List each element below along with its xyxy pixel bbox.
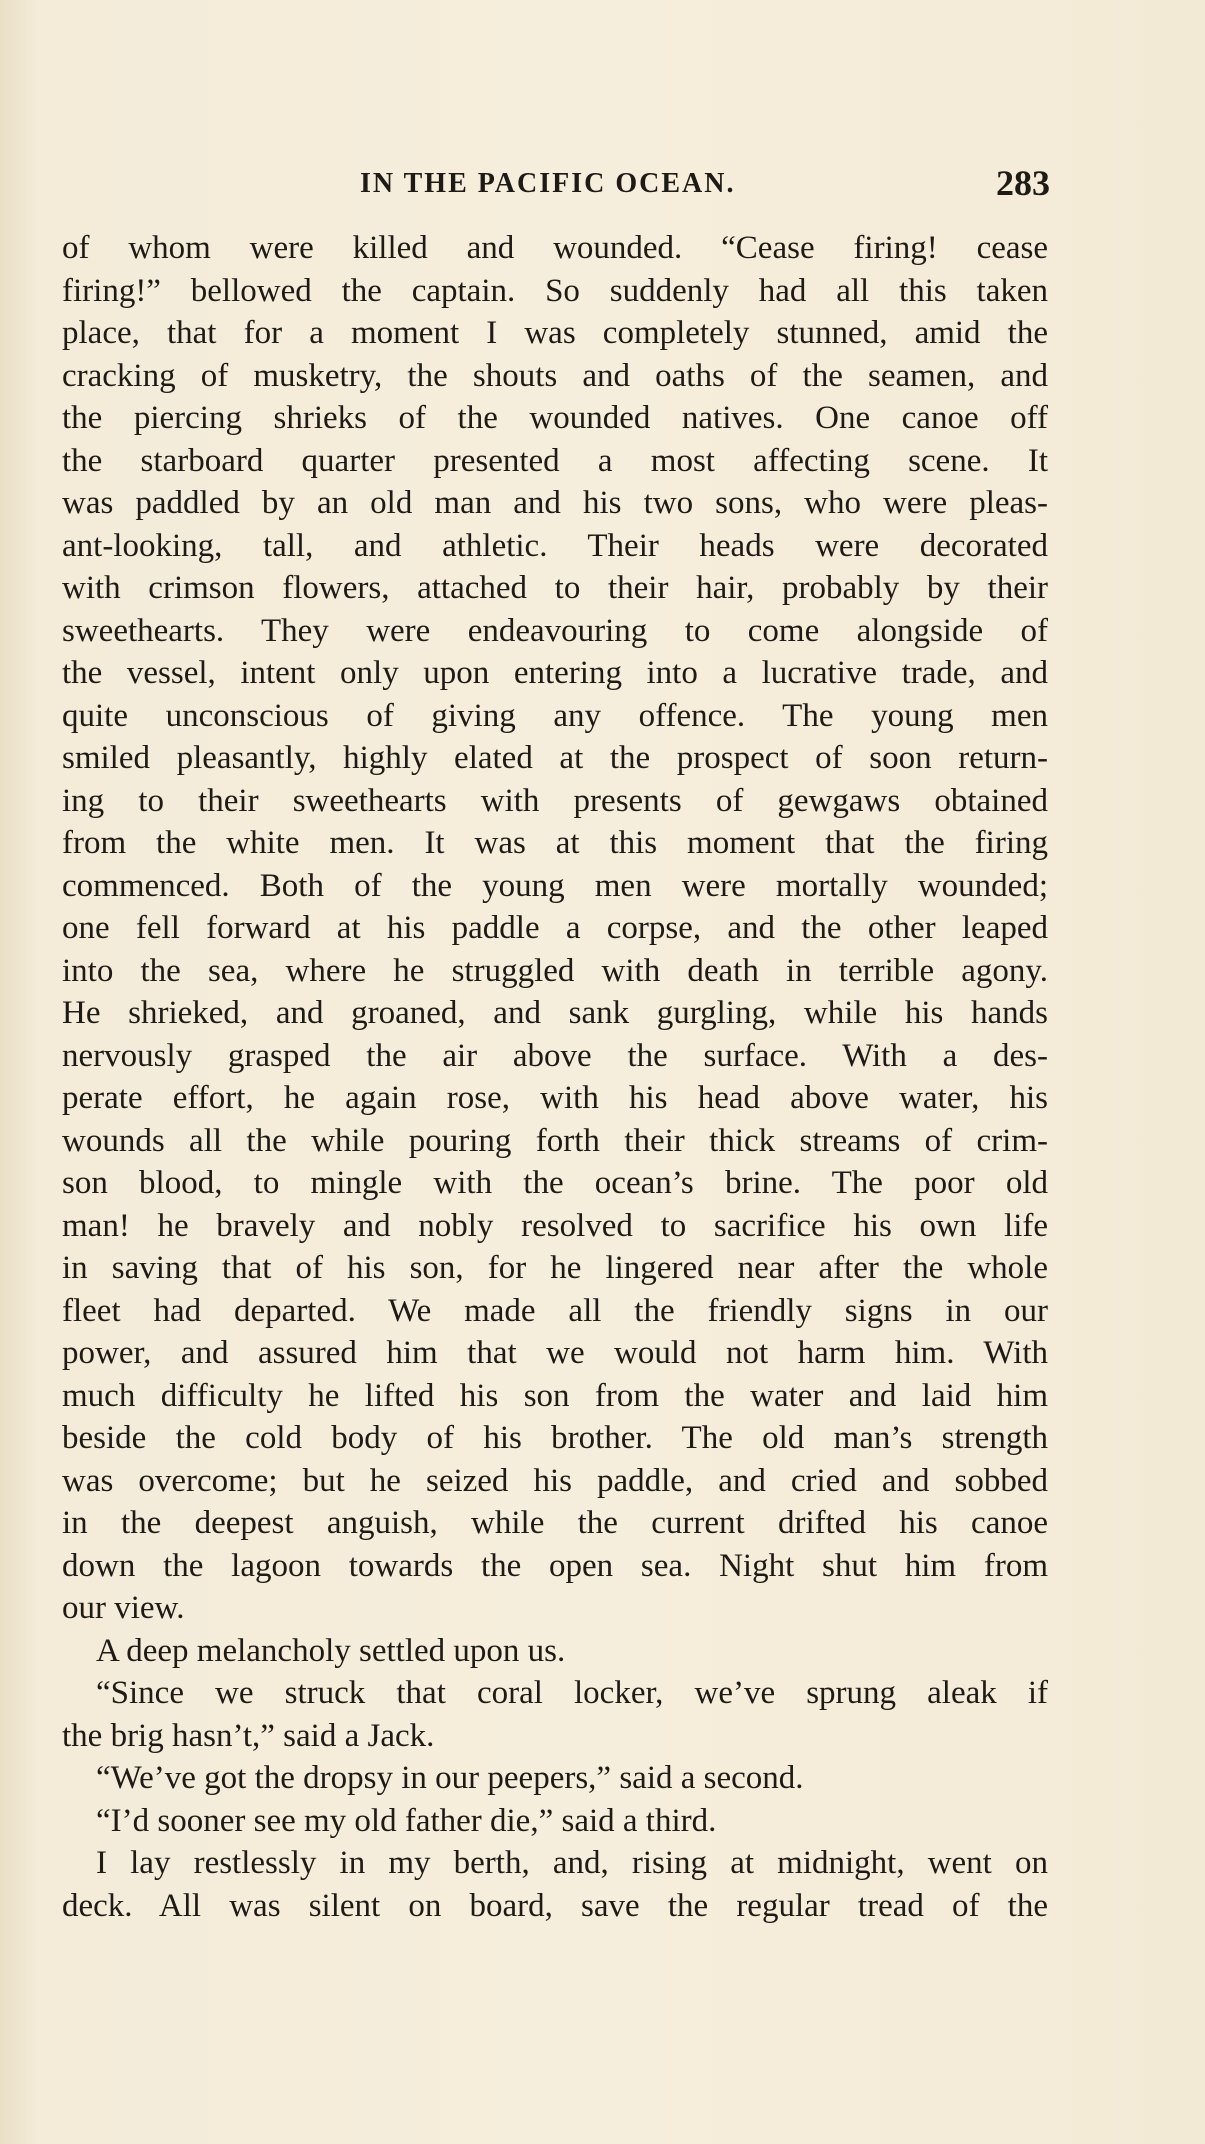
page-header (60, 162, 1050, 208)
text-line: from the white men. It was at this moment that the firing (62, 825, 1048, 861)
text-line: in saving that of his son, for he lingered near after the whole (62, 1250, 1048, 1286)
text-line: nervously grasped the air above the surface. With a des- (62, 1037, 1048, 1074)
text-line: the piercing shrieks of the wounded natives. One canoe off (62, 400, 1048, 436)
text-line: was overcome; but he seized his paddle, and cried and sobbed (62, 1462, 1048, 1499)
text-line: with crimson flowers, attached to their hair, probably by their (62, 570, 1048, 606)
text-line: deck. All was silent on board, save the regular tread of the (62, 1887, 1048, 1924)
text-line: sweethearts. They were endeavouring to come alongside of (62, 612, 1048, 649)
text-line: “I’d sooner see my old father die,” said a third. (96, 1802, 717, 1839)
text-line: son blood, to mingle with the ocean’s brine. The poor old (62, 1165, 1048, 1201)
text-line: quite unconscious of giving any offence. The young men (62, 697, 1048, 734)
text-line: “We’ve got the dropsy in our peepers,” said a second. (96, 1760, 804, 1796)
text-line: “Since we struck that coral locker, we’ve sprung aleak if (96, 1675, 1048, 1711)
text-line: wounds all the while pouring forth their thick streams of crim- (62, 1122, 1048, 1159)
body-text (62, 227, 1048, 1927)
text-line: down the lagoon towards the open sea. Night shut him from (62, 1547, 1048, 1584)
text-line: the vessel, intent only upon entering into a lucrative trade, and (62, 655, 1048, 691)
text-line: of whom were killed and wounded. “Cease firing! cease (62, 230, 1048, 266)
text-line: was paddled by an old man and his two sons, who were pleas- (62, 485, 1048, 521)
text-line: one fell forward at his paddle a corpse, and the other leaped (62, 910, 1048, 946)
text-line: man! he bravely and nobly resolved to sacrifice his own life (62, 1207, 1048, 1244)
text-line: the starboard quarter presented a most affecting scene. It (62, 442, 1048, 479)
text-line: I lay restlessly in my berth, and, rising at midnight, went on (96, 1845, 1048, 1881)
page-number: 283 (996, 163, 1050, 203)
text-line: power, and assured him that we would not harm him. With (62, 1335, 1048, 1371)
text-line: commenced. Both of the young men were mortally wounded; (62, 867, 1048, 904)
text-line: ing to their sweethearts with presents of gewgaws obtained (62, 782, 1048, 819)
text-line: place, that for a moment I was completely stunned, amid the (62, 315, 1048, 351)
text-line: firing!” bellowed the captain. So suddenly had all this taken (62, 272, 1048, 309)
text-line: cracking of musketry, the shouts and oaths of the seamen, and (62, 357, 1048, 394)
running-head: IN THE PACIFIC OCEAN. (360, 168, 736, 199)
text-line: into the sea, where he struggled with death in terrible agony. (62, 952, 1048, 989)
text-line: perate effort, he again rose, with his head above water, his (62, 1080, 1048, 1116)
text-line: much difficulty he lifted his son from the water and laid him (62, 1377, 1048, 1414)
text-line: beside the cold body of his brother. The old man’s strength (62, 1420, 1048, 1456)
text-line: the brig hasn’t,” said a Jack. (62, 1717, 435, 1754)
text-line: ant-looking, tall, and athletic. Their heads were decorated (62, 527, 1048, 564)
text-line: smiled pleasantly, highly elated at the prospect of soon return- (62, 740, 1048, 776)
text-line: He shrieked, and groaned, and sank gurgling, while his hands (62, 995, 1048, 1031)
text-line: fleet had departed. We made all the friendly signs in our (62, 1292, 1048, 1329)
text-line: in the deepest anguish, while the current drifted his canoe (62, 1505, 1048, 1541)
text-line: our view. (62, 1590, 185, 1626)
text-line: A deep melancholy settled upon us. (96, 1632, 566, 1669)
